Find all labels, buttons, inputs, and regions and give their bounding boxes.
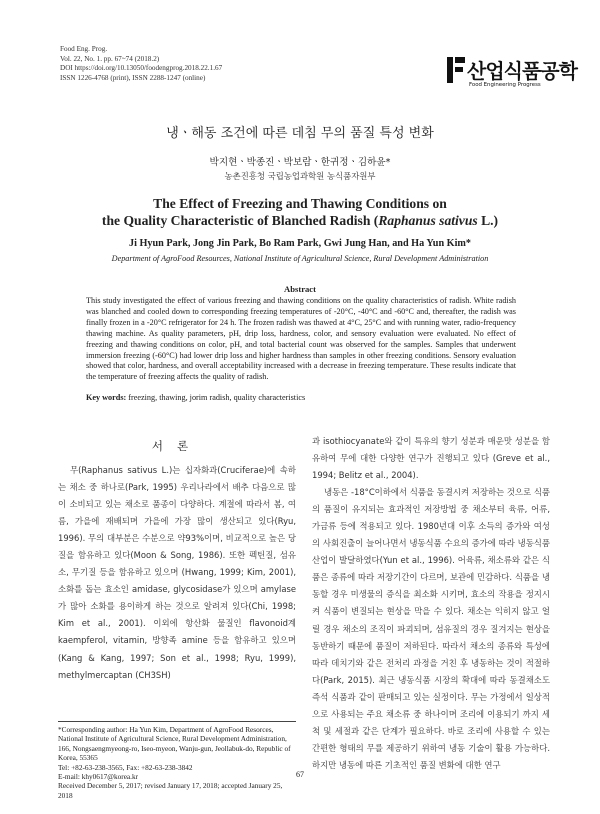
- korean-title: 냉ㆍ해동 조건에 따른 데침 무의 품질 특성 변화: [166, 126, 434, 141]
- abstract-heading: Abstract: [284, 284, 316, 294]
- footnote-email[interactable]: E-mail: khy0617@korea.kr: [58, 772, 139, 782]
- logo-text: 산업식품공학: [467, 59, 577, 83]
- journal-name: Food Eng. Prog.: [60, 45, 108, 53]
- footnote-phone: Tel: +82-63-238-3565, Fax: +82-63-238-3842: [58, 762, 193, 772]
- left-column: [58, 462, 296, 684]
- intro-paragraph-2: 냉동은 -18°C이하에서 식품을 동결시켜 저장하는 것으로 식품의 품질이 유지되는 효과적인 저장방법 중 채소부터 육류, 어류, 가금류 등에 적용되고 있다. 1980년대 이후 소득의 증가와 여성의 사회진출이 늘어나면서 냉동식품 수요의 증가에 따라 냉동식품 산업이 발달하였다(Yun et al., 1996). 어육류, 채소류와 같은 식품은 종류에 따라 저장기간이 다르며, 보관에 민감하다. 식품을 냉동할 경우 미생물의 증식을 최소화 시키며, 효소의 작용을 정지시켜 식품이 변질되는 현상을 막을 수 있다. 채소는 익히지 않고 얼릴 경우 채소의 조직이 파괴되며, 섬유질의 경우 질겨지는 현상을 동반하기 때문에 품질이 저하된다. 따라서 채소의 종류와 특성에 따라 데치기와 같은 전처리 과정을 거친 후 냉동하는 것이 적절하다(Park, 2015). 최근 냉동식품 시장의 확대에 따라 동결채소도 즉석 식품과 같이 판매되고 있는 실정이다. 무는 가정에서 일상적으로 사용되는 주요 채소류 중 하나이며 조리에 이용되기 까지 세척 및 세절과 같은 단계가 필요하다. 바로 조리에 사용할 수 있는 간편한 형태의 무를 제공하기 위하여 냉동 기술이 활용 가능하다. 하지만 냉동에 따른 기초적인 품질 변화에 대한 연구: [312, 487, 550, 770]
- english-title: [0, 195, 600, 229]
- english-affiliation: Department of AgroFood Resources, National Institute of Agricultural Science, Rural Development Administration: [111, 254, 489, 263]
- journal-meta: [60, 45, 222, 83]
- journal-doi[interactable]: DOI https://doi.org/10.13050/foodengprog.2018.22.1.67: [60, 64, 223, 73]
- keywords: [86, 393, 516, 402]
- keywords-label: Key words:: [86, 393, 127, 402]
- intro-paragraph-1: 무(Raphanus sativus L.)는 십자화과(Cruciferae)에 속하는 채소 중 하나로(Park, 1995) 우리나라에서 배추 다음으로 많이 소비되고 있는 채소로 품종이 다양하다. 계절에 따라서 봄, 여름, 가을에 재배되며 가을에 가장 많이 생산되고 있다(Ryu, 1996). 무의 대부분은 수분으로 약93%이며, 비교적으로 높은 당질을 함유하고 있다(Moon & Song, 1986). 또한 펙틴질, 섬유소, 무기질 등을 함유하고 있으며 (Hwang, 1999; Kim, 2001), 소화를 돕는 효소인 amidase, glycosidase가 있으며 amylase가 많아 소화를 용이하게 하는 것으로 알려져 있다(Chi, 1998; Kim et al., 2001). 이외에 항산화 물질인 flavonoid계 kaempferol, vitamin, 방향족 amine 등을 함유하고 있으며(Kang & Kang, 1997; Son et al., 1998; Ryu, 1999), methylmercaptan (CH3SH): [58, 465, 296, 680]
- logo-subtitle: Food Engineering Progress: [469, 82, 541, 88]
- right-column: [312, 433, 550, 774]
- english-authors: Ji Hyun Park, Jong Jin Park, Bo Ram Park, Gwi Jung Han, and Ha Yun Kim*: [128, 238, 471, 249]
- journal-volume: Vol. 22, No. 1. pp. 67~74 (2018.2): [60, 54, 160, 63]
- intro-paragraph-1-continued: 과 isothiocyanate와 같이 특유의 향기 성분과 매운맛 성분을 함유하여 무에 대한 다양한 연구가 진행되고 있다 (Greve et al., 1994; Belitz et al., 2004).: [312, 436, 550, 481]
- korean-authors: 박지현ㆍ박종진ㆍ박보람ㆍ한귀정ㆍ김하윤*: [209, 157, 391, 168]
- journal-issn: ISSN 1226-4768 (print), ISSN 2288-1247 (online): [60, 73, 206, 82]
- footnote-dates: Received December 5, 2017; revised January 17, 2018; accepted January 25, 2018: [58, 781, 283, 800]
- korean-affiliation: 농촌진흥청 국립농업과학원 농식품자원부: [224, 171, 376, 181]
- species-name: Raphanus sativus: [378, 213, 478, 228]
- footnote-author: *Corresponding author: Ha Yun Kim, Department of AgroFood Resorces, National Institute of Agricultural Science, Rural Development Administration, 166, Nongsaengmyeong-ro, Iseo-myeon, Wanju-gun, Jeollabuk-do, Republic of Korea, 55365: [58, 725, 291, 763]
- page-number: 67: [296, 770, 304, 779]
- logo-mark-icon: [447, 57, 465, 83]
- corresponding-author-footnote: [58, 725, 296, 800]
- english-title-line2: the Quality Characteristic of Blanched Radish (Raphanus sativus L.): [101, 213, 499, 228]
- section-heading-introduction: 서론: [151, 439, 203, 453]
- abstract-text: This study investigated the effect of various freezing and thawing conditions on the quality characteristics of radish. White radish was blanched and cooled down to corresponding freezing temperatures of -20°C, -40°C and -60°C and, thereafter, the radish was finally frozen in a -20°C refrigerator for 24 h. The frozen radish was thawed at 4°C, 25°C and with running water, radio-frequency thawing machine. As quality parameters, pH, drip loss, hardness, color, and sensory evaluation were evaluated. No effect of freezing and thawing conditions on color, pH, and total bacterial count was observed for the samples. Samples that underwent immersion freezing (-60°C) had lower drip loss and higher hardness than samples in other freezing conditions. Sensory evaluation showed that color, hardness, and overall acceptability increased with a decrease in freezing temperature. These results indicate that the temperature of freezing affects the quality of radish.: [86, 296, 516, 382]
- journal-logo: [447, 55, 577, 97]
- keywords-text: freezing, thawing, jorim radish, quality characteristics: [126, 393, 306, 402]
- footnote-divider: [58, 721, 296, 722]
- english-title-line1: The Effect of Freezing and Thawing Conditions on: [153, 196, 447, 211]
